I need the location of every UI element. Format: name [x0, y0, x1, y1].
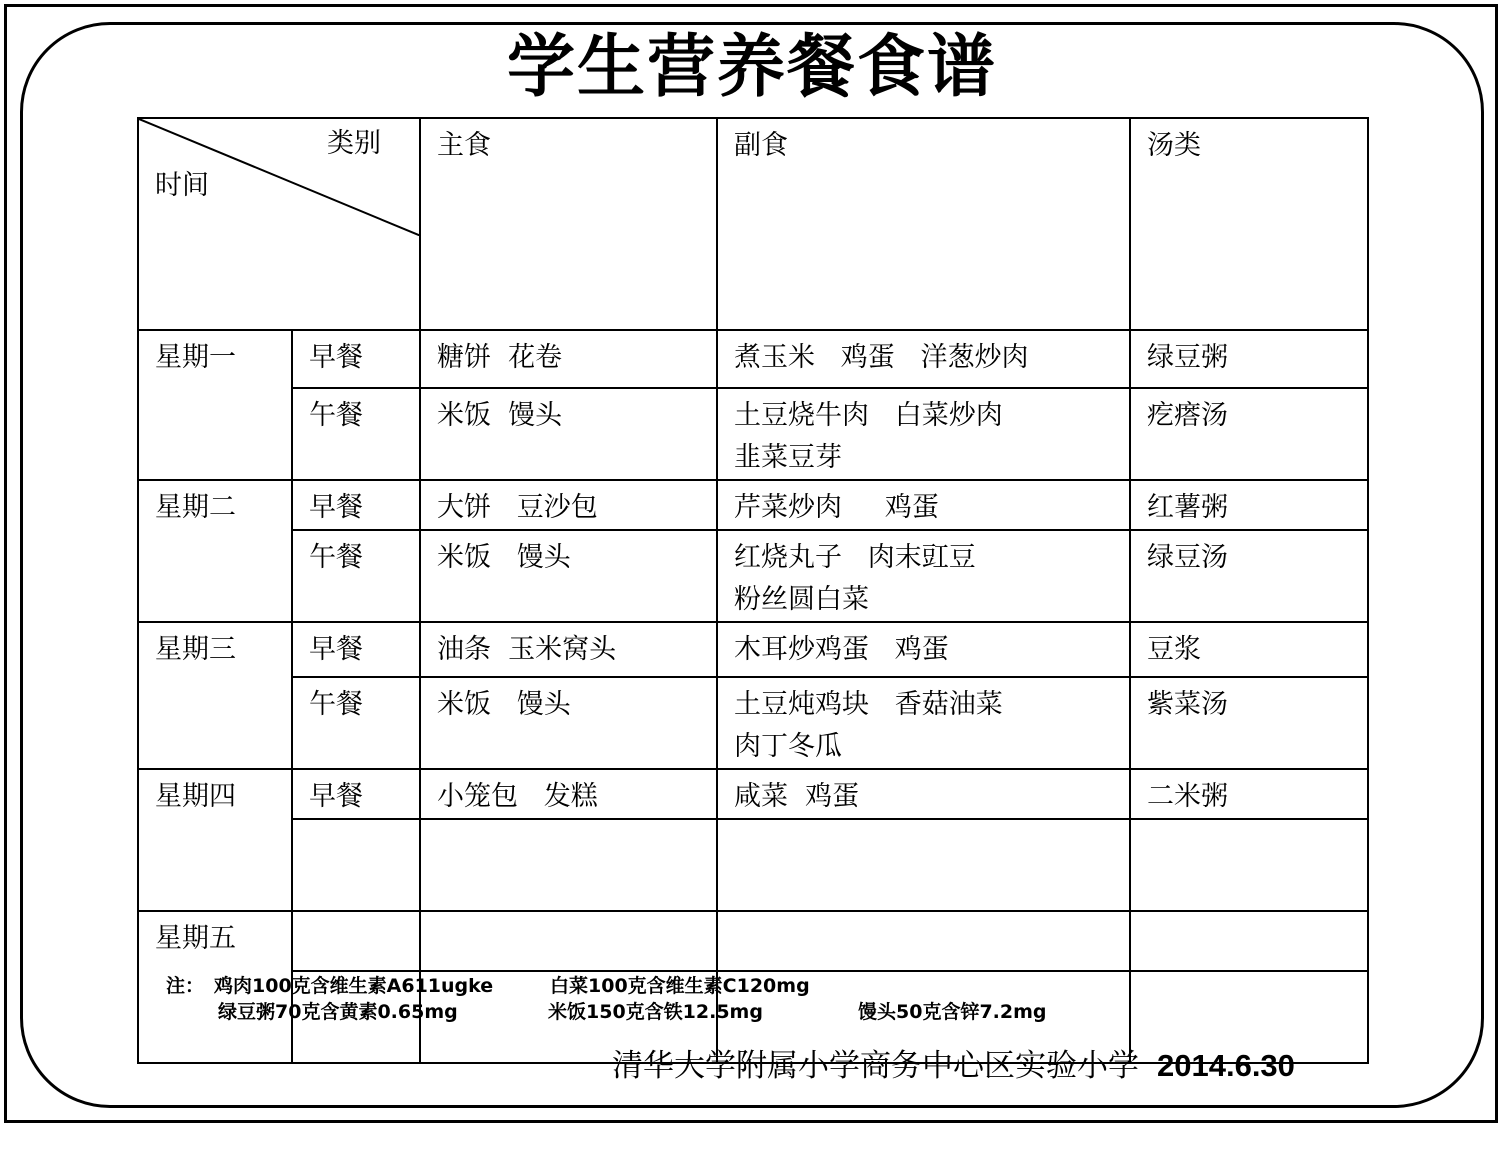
notes-prefix: 注：	[166, 975, 205, 997]
day-cell: 星期五	[138, 911, 292, 1063]
soup-cell	[1130, 819, 1368, 911]
staple-cell	[420, 911, 717, 971]
staple-cell	[420, 819, 717, 911]
staple-cell: 大饼 豆沙包	[420, 480, 717, 530]
staple-cell: 米饭 馒头	[420, 677, 717, 769]
meal-cell	[292, 819, 420, 911]
day-cell: 星期一	[138, 330, 292, 480]
menu-row	[138, 769, 1368, 819]
staple-cell: 小笼包 发糕	[420, 769, 717, 819]
menu-row	[138, 911, 1368, 971]
soup-cell: 红薯粥	[1130, 480, 1368, 530]
soup-cell	[1130, 911, 1368, 971]
menu-row	[138, 622, 1368, 677]
soup-cell: 豆浆	[1130, 622, 1368, 677]
day-cell: 星期二	[138, 480, 292, 622]
side-cell: 咸菜 鸡蛋	[717, 769, 1130, 819]
staple-cell: 米饭 馒头	[420, 530, 717, 622]
menu-row	[138, 677, 1368, 769]
diagonal-header-cell	[138, 118, 420, 330]
meal-cell	[292, 911, 420, 971]
header-category: 类别	[327, 128, 382, 159]
day-cell: 星期四	[138, 769, 292, 911]
menu-row	[138, 388, 1368, 480]
menu-table	[137, 117, 1369, 1064]
side-cell: 煮玉米 鸡蛋 洋葱炒肉	[717, 330, 1130, 388]
side-cell: 土豆炖鸡块 香菇油菜 肉丁冬瓜	[717, 677, 1130, 769]
side-cell	[717, 819, 1130, 911]
footer-date: 2014.6.30	[1157, 1048, 1295, 1083]
staple-cell: 油条 玉米窝头	[420, 622, 717, 677]
side-cell: 红烧丸子 肉末豇豆 粉丝圆白菜	[717, 530, 1130, 622]
staple-cell: 糖饼 花卷	[420, 330, 717, 388]
side-cell: 芹菜炒肉 鸡蛋	[717, 480, 1130, 530]
menu-row	[138, 330, 1368, 388]
meal-cell: 早餐	[292, 769, 420, 819]
note-rice: 米饭150克含铁12.5mg	[548, 1001, 763, 1023]
header-staple: 主食	[420, 118, 717, 330]
note-mungbean: 绿豆粥70克含黄素0.65mg	[218, 1001, 458, 1023]
note-bun: 馒头50克含锌7.2mg	[858, 1001, 1047, 1023]
soup-cell: 绿豆汤	[1130, 530, 1368, 622]
side-cell	[717, 911, 1130, 971]
note-cabbage: 白菜100克含维生素C120mg	[550, 975, 810, 997]
menu-row	[138, 480, 1368, 530]
menu-row	[138, 530, 1368, 622]
soup-cell: 二米粥	[1130, 769, 1368, 819]
day-cell: 星期三	[138, 622, 292, 769]
staple-cell: 米饭 馒头	[420, 388, 717, 480]
soup-cell: 疙瘩汤	[1130, 388, 1368, 480]
meal-cell: 午餐	[292, 530, 420, 622]
side-cell: 土豆烧牛肉 白菜炒肉 韭菜豆芽	[717, 388, 1130, 480]
header-side: 副食	[717, 118, 1130, 330]
meal-cell: 午餐	[292, 677, 420, 769]
soup-cell: 紫菜汤	[1130, 677, 1368, 769]
menu-row	[138, 819, 1368, 911]
soup-cell: 绿豆粥	[1130, 330, 1368, 388]
meal-cell: 早餐	[292, 622, 420, 677]
side-cell: 木耳炒鸡蛋 鸡蛋	[717, 622, 1130, 677]
header-soup: 汤类	[1130, 118, 1368, 330]
meal-cell: 午餐	[292, 388, 420, 480]
header-time: 时间	[155, 170, 209, 201]
note-chicken: 鸡肉100克含维生素A611ugke	[214, 975, 494, 997]
meal-cell: 早餐	[292, 330, 420, 388]
header-row	[138, 118, 1368, 330]
footer-school: 清华大学附属小学商务中心区实验小学	[612, 1048, 1139, 1084]
page-title: 学生营养餐食谱	[506, 28, 997, 107]
footer	[612, 1044, 1295, 1088]
meal-cell: 早餐	[292, 480, 420, 530]
